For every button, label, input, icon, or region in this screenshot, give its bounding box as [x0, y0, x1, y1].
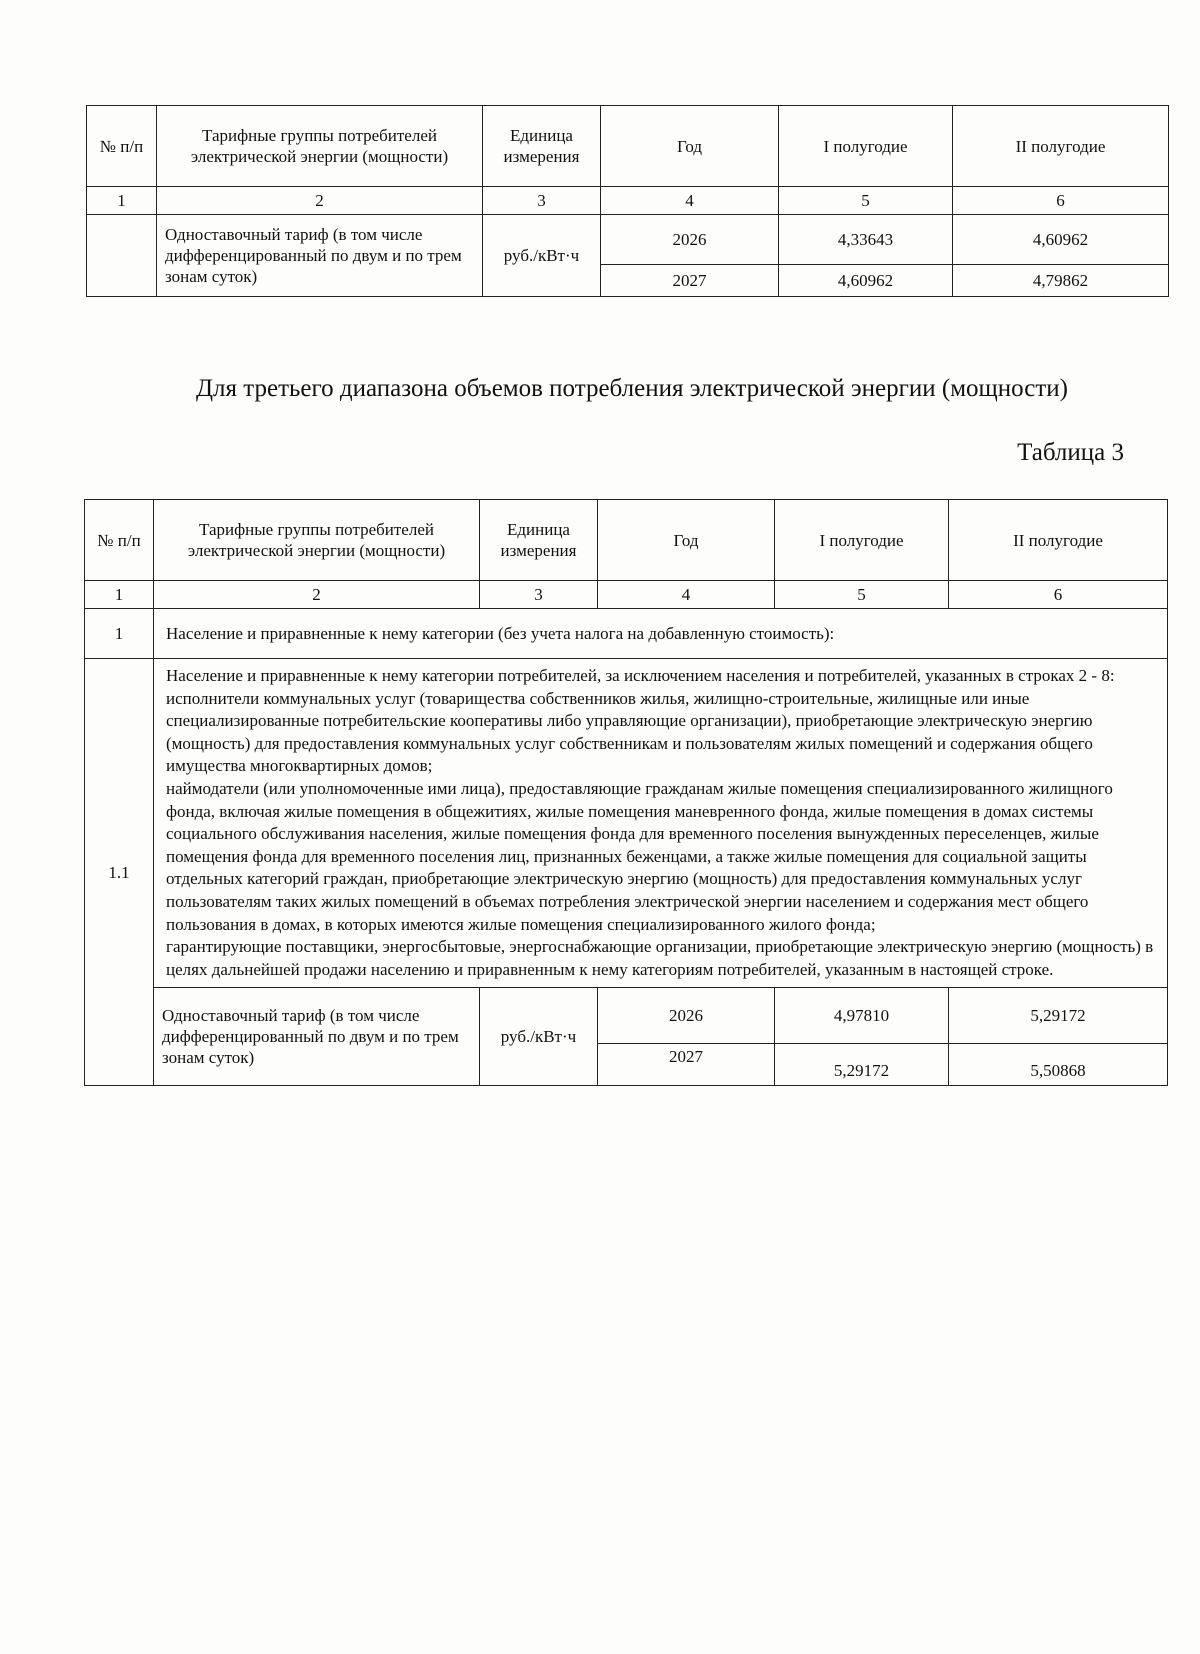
table-row — [85, 659, 1168, 988]
header-h2: II полугодие — [949, 500, 1168, 581]
tariff-label: Одноставочный тариф (в том числе дифференцированный по двум и по трем зонам суток) — [154, 988, 480, 1086]
header-unit: Единица измерения — [483, 106, 601, 187]
unit-cell: руб./кВт·ч — [483, 215, 601, 297]
tariff-table-3 — [84, 499, 1168, 1086]
table-header-row — [85, 500, 1168, 581]
col-number: 4 — [598, 581, 775, 609]
year-cell: 2026 — [598, 988, 775, 1044]
paragraph: исполнители коммунальных услуг (товарищества собственников жилья, жилищно-строительные, жилищные или иные специализированные потребительские кооперативы либо управляющие организации), приобретающие электрическую энергию (мощность) для предоставления коммунальных услуг собственникам и пользователям жилых помещений и содержания общего имущества многоквартирных домов; — [166, 688, 1093, 776]
table-header-row — [87, 106, 1169, 187]
h2-value: 4,60962 — [953, 215, 1169, 265]
header-group: Тарифные группы потребителей электрической энергии (мощности) — [157, 106, 483, 187]
h2-value: 4,79862 — [953, 265, 1169, 297]
row-num: 1 — [85, 609, 154, 659]
h2-value: 5,50868 — [949, 1044, 1168, 1086]
paragraph: Население и приравненные к нему категории потребителей, за исключением населения и потребителей, указанных в строках 2 - 8: — [166, 666, 1115, 685]
row-num-empty — [87, 215, 157, 297]
h2-value: 5,29172 — [949, 988, 1168, 1044]
paragraph: наймодатели (или уполномоченные ими лица), предоставляющие гражданам жилые помещения специализированного жилищного фонда, включая жилые помещения в общежитиях, жилые помещения маневренного фонда, жилые помещения в домах системы социального обслуживания населения, жилые помещения фонда для временного поселения вынужденных переселенцев, жилые помещения фонда для временного поселения лиц, признанных беженцами, а также жилые помещения для социальной защиты отдельных категорий граждан, приобретающие электрическую энергию (мощность) для предоставления коммунальных услуг пользователям таких жилых помещений в объемах потребления электрической энергии населением и содержания мест общего пользования в домах, в которых имеются жилые помещения специализированного жилого фонда; — [166, 778, 1113, 934]
header-num: № п/п — [87, 106, 157, 187]
tariff-table-2 — [86, 105, 1169, 297]
col-number: 6 — [953, 187, 1169, 215]
row-num: 1.1 — [85, 659, 154, 1086]
col-number: 5 — [779, 187, 953, 215]
col-number: 1 — [85, 581, 154, 609]
unit-cell: руб./кВт·ч — [480, 988, 598, 1086]
header-unit: Единица измерения — [480, 500, 598, 581]
h1-value: 5,29172 — [775, 1044, 949, 1086]
table-row — [85, 609, 1168, 659]
header-group: Тарифные группы потребителей электрической энергии (мощности) — [154, 500, 480, 581]
year-cell: 2027 — [598, 1044, 775, 1086]
table-row — [85, 988, 1168, 1044]
h1-value: 4,33643 — [779, 215, 953, 265]
tariff-label: Одноставочный тариф (в том числе дифференцированный по двум и по трем зонам суток) — [157, 215, 483, 297]
header-year: Год — [598, 500, 775, 581]
col-number: 2 — [154, 581, 480, 609]
year-cell: 2027 — [601, 265, 779, 297]
col-number: 3 — [480, 581, 598, 609]
col-number: 2 — [157, 187, 483, 215]
category-description — [154, 659, 1168, 988]
h1-value: 4,60962 — [779, 265, 953, 297]
table-label: Таблица 3 — [1017, 439, 1124, 466]
col-number: 5 — [775, 581, 949, 609]
col-number: 1 — [87, 187, 157, 215]
row-text: Население и приравненные к нему категории (без учета налога на добавленную стоимость): — [154, 609, 1168, 659]
header-h2: II полугодие — [953, 106, 1169, 187]
col-number: 6 — [949, 581, 1168, 609]
column-number-row — [87, 187, 1169, 215]
table-row — [87, 215, 1169, 265]
header-year: Год — [601, 106, 779, 187]
header-h1: I полугодие — [779, 106, 953, 187]
paragraph: гарантирующие поставщики, энергосбытовые, энергоснабжающие организации, приобретающие электрическую энергию (мощность) в целях дальнейшей продажи населению и приравненным к нему категориям потребителей, указанным в настоящей строке. — [166, 937, 1154, 979]
header-h1: I полугодие — [775, 500, 949, 581]
section-title: Для третьего диапазона объемов потребления электрической энергии (мощности) — [195, 375, 1068, 402]
col-number: 4 — [601, 187, 779, 215]
col-number: 3 — [483, 187, 601, 215]
year-cell: 2026 — [601, 215, 779, 265]
column-number-row — [85, 581, 1168, 609]
h1-value: 4,97810 — [775, 988, 949, 1044]
header-num: № п/п — [85, 500, 154, 581]
